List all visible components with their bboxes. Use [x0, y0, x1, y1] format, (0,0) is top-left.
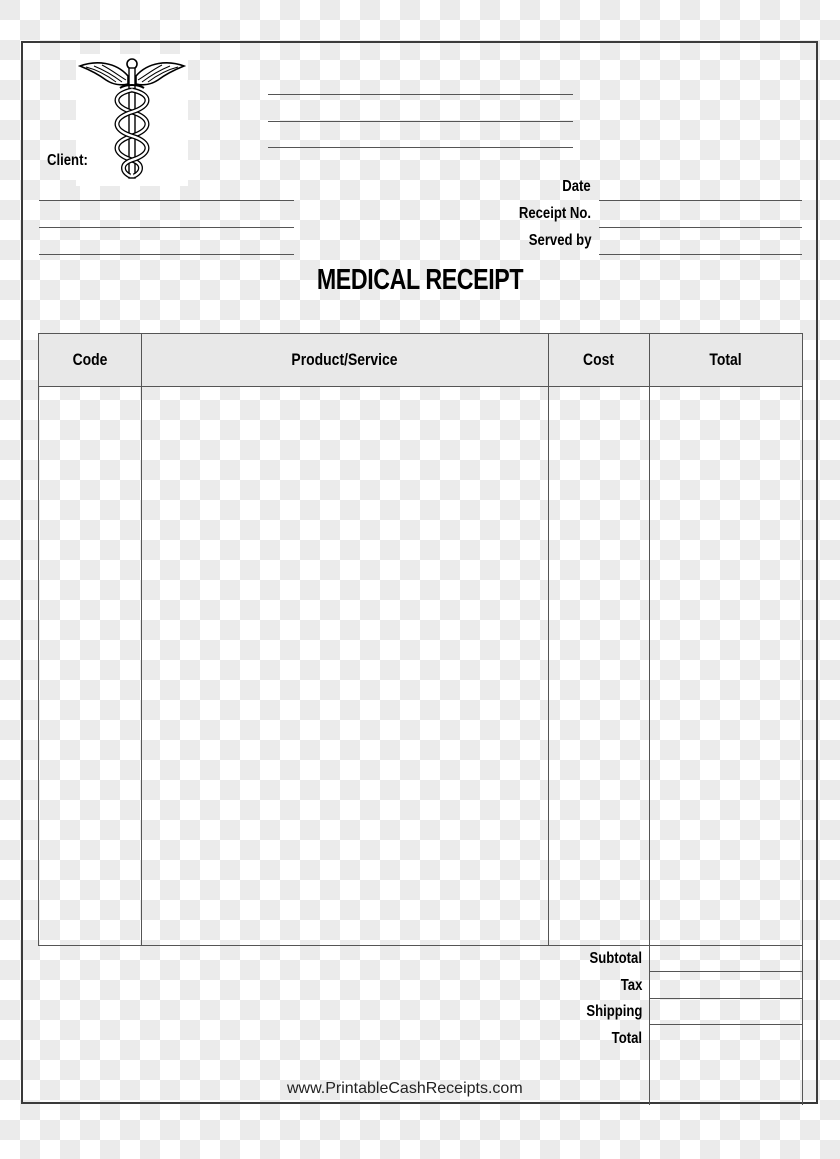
- subtotal-field[interactable]: [650, 945, 802, 971]
- items-table: [38, 333, 803, 946]
- client-label: Client:: [47, 152, 88, 169]
- client-line-2[interactable]: [39, 227, 294, 228]
- column-header-total: Total: [709, 350, 742, 369]
- receipt-no-label: Receipt No.: [518, 205, 591, 222]
- served-by-field[interactable]: [599, 254, 802, 255]
- company-line-2[interactable]: [268, 121, 573, 122]
- shipping-field[interactable]: [650, 999, 802, 1024]
- total-field[interactable]: [650, 1025, 802, 1103]
- total-label: Total: [611, 1030, 642, 1047]
- summary-box: [649, 945, 803, 1105]
- served-by-label: Served by: [528, 232, 591, 249]
- page-title: MEDICAL RECEIPT: [316, 264, 524, 296]
- shipping-label: Shipping: [585, 1003, 642, 1020]
- website-link[interactable]: www.PrintableCashReceipts.com: [287, 1080, 523, 1097]
- date-field[interactable]: [599, 200, 802, 201]
- cost-column-body[interactable]: [549, 387, 649, 945]
- receipt-no-field[interactable]: [599, 227, 802, 228]
- caduceus-icon: [76, 54, 188, 186]
- date-label: Date: [562, 178, 591, 195]
- total-column-body[interactable]: [650, 387, 802, 945]
- company-line-1[interactable]: [268, 94, 573, 95]
- client-line-1[interactable]: [39, 200, 294, 201]
- column-header-product-service: Product/Service: [291, 350, 398, 369]
- tax-field[interactable]: [650, 972, 802, 998]
- client-line-3[interactable]: [39, 254, 294, 255]
- column-header-code: Code: [72, 350, 108, 369]
- subtotal-label: Subtotal: [589, 950, 642, 967]
- product-service-column-body[interactable]: [142, 387, 548, 945]
- company-line-3[interactable]: [268, 147, 573, 148]
- code-column-body[interactable]: [39, 387, 141, 945]
- tax-label: Tax: [620, 977, 642, 994]
- column-header-cost: Cost: [583, 350, 614, 369]
